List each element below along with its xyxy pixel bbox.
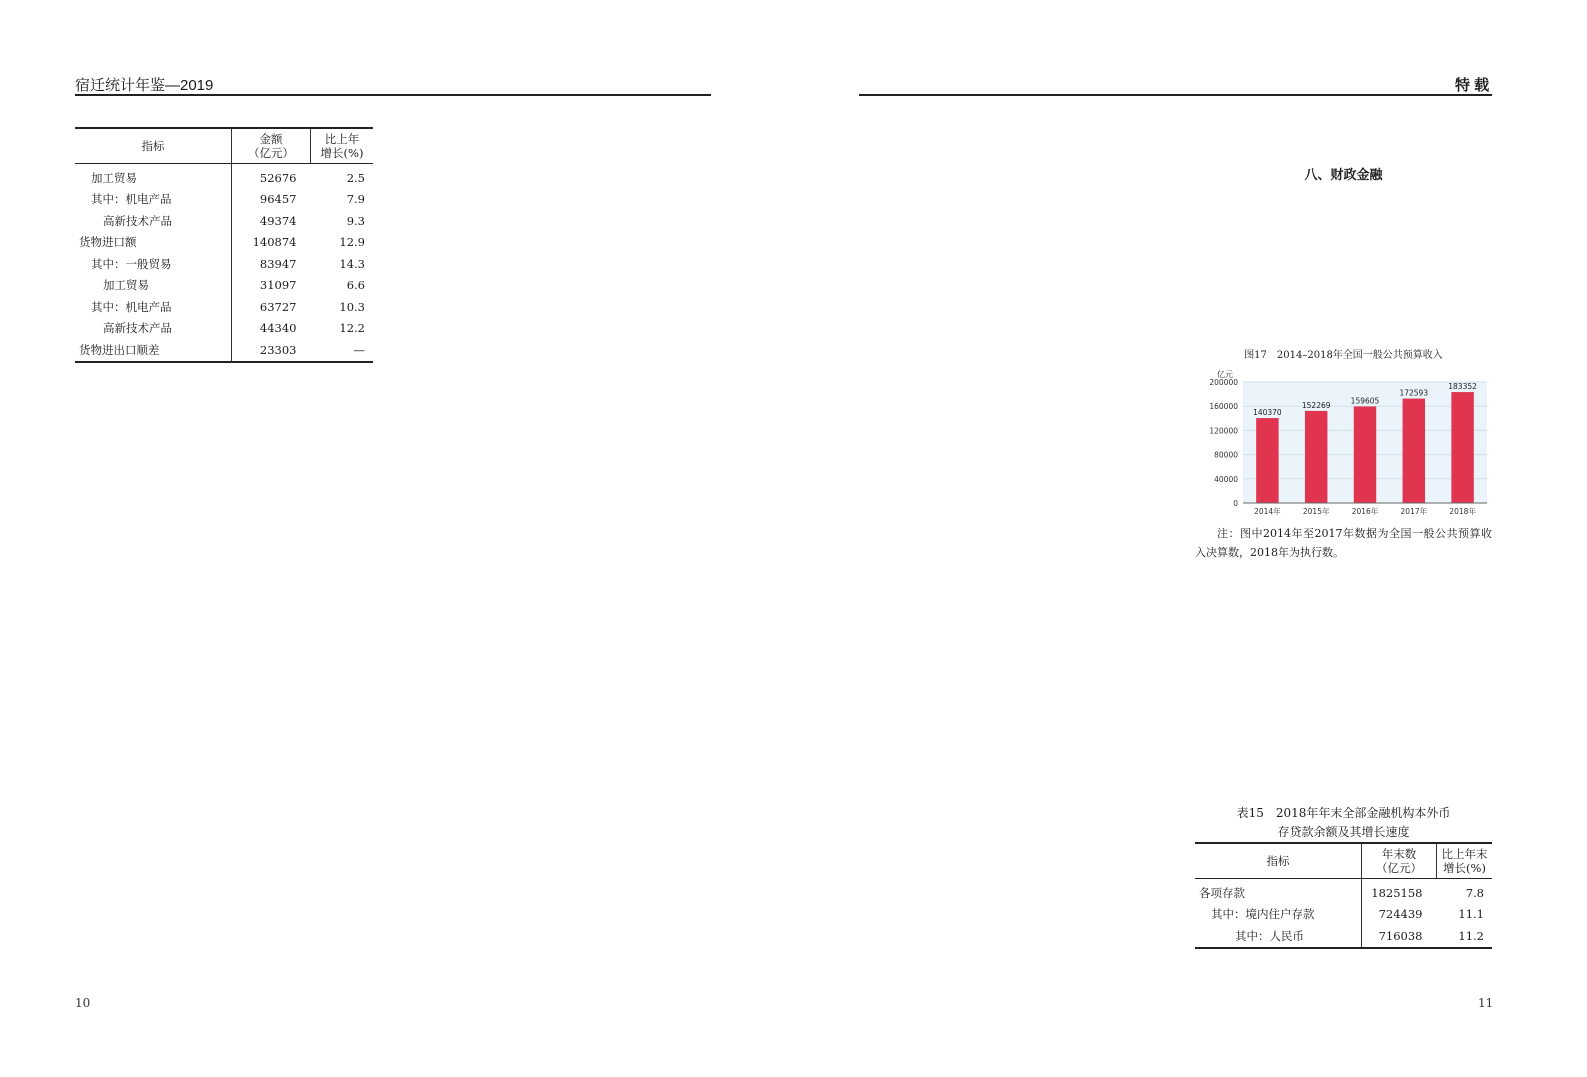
t1-growth-cell: 6.6 [346, 278, 365, 293]
chart-note: 注：图中2014年至2017年数据为全国一般公共预算收入决算数，2018年为执行数。 [1195, 527, 1492, 559]
x-tick-label: 2014年 [1254, 507, 1281, 516]
x-tick-label: 2015年 [1302, 507, 1330, 516]
t1-amount-cell: 96457 [232, 189, 311, 211]
t15-body [1195, 879, 1492, 948]
y-axis-unit-label: 亿元 [1217, 370, 1233, 379]
t1-row [75, 189, 373, 211]
right-header-rule [859, 94, 1492, 96]
t1-row [75, 232, 373, 254]
t15-row [1195, 879, 1492, 904]
t1-row [75, 164, 373, 189]
bar-value-label: 172593 [1399, 388, 1429, 398]
t1-indicator-cell: 其中：机电产品 [91, 299, 172, 314]
section-heading-finance: 八、财政金融 [1304, 168, 1383, 183]
t1-indicator-cell: 加工贸易 [103, 278, 149, 293]
left-header-rule [75, 94, 711, 96]
y-tick-label: 120000 [1209, 426, 1238, 436]
t1-amount-cell: 140874 [232, 232, 311, 254]
trade-continued-table [75, 127, 373, 363]
t1-row [75, 253, 373, 275]
bar-2016年 [1354, 406, 1376, 503]
col-indicator: 指标 [75, 128, 232, 164]
t15-col-growth: 比上年末 增长(%) [1437, 843, 1493, 879]
t15-row [1195, 925, 1492, 948]
t15-col-amount: 年末数 （亿元） [1362, 843, 1437, 879]
t15-indicator-cell: 各项存款 [1199, 885, 1245, 900]
t1-row [75, 318, 373, 340]
t1-amount-cell: 23303 [232, 339, 311, 362]
t1-growth-cell: 9.3 [346, 213, 365, 228]
col-growth: 比上年 增长(%) [311, 128, 374, 164]
t1-indicator-cell: 加工贸易 [91, 170, 137, 185]
t15-indicator-cell: 其中：人民币 [1235, 928, 1304, 943]
t15-amount-cell: 716038 [1362, 925, 1437, 948]
table15-title: 表15 2018年年末全部金融机构本外币 存贷款余额及其增长速度 [1236, 806, 1451, 839]
budget-revenue-bar-chart [1195, 366, 1495, 521]
t1-amount-cell: 49374 [232, 210, 311, 232]
x-tick-label: 2017年 [1400, 507, 1428, 516]
bar-2018年 [1451, 392, 1473, 503]
bar-value-label: 183352 [1448, 382, 1477, 392]
y-tick-label: 80000 [1214, 450, 1238, 460]
t1-amount-cell: 52676 [232, 164, 311, 189]
t15-growth-cell: 7.8 [1465, 885, 1484, 900]
t1-amount-cell: 44340 [232, 318, 311, 340]
t15-indicator-cell: 其中：境内住户存款 [1211, 907, 1315, 922]
t1-indicator-cell: 其中：机电产品 [91, 192, 172, 207]
y-tick-label: 200000 [1209, 378, 1238, 387]
t1-growth-cell: 10.3 [339, 299, 365, 314]
bar-value-label: 159605 [1350, 396, 1380, 406]
t1-row [75, 210, 373, 232]
page-number-right: 11 [1478, 996, 1494, 1010]
t1-amount-cell: 31097 [232, 275, 311, 297]
t1-growth-cell: 12.2 [339, 321, 365, 336]
t1-amount-cell: 63727 [232, 296, 311, 318]
t1-amount-cell: 83947 [232, 253, 311, 275]
y-tick-label: 160000 [1209, 402, 1238, 412]
bar-value-label: 152269 [1301, 400, 1331, 410]
bar-value-label: 140370 [1253, 408, 1282, 418]
t1-growth-cell: 12.9 [339, 235, 365, 250]
x-tick-label: 2016年 [1351, 507, 1379, 516]
t15-col-indicator: 指标 [1195, 843, 1362, 879]
t1-growth-cell: 2.5 [346, 170, 365, 185]
t15-growth-cell: 11.2 [1458, 928, 1484, 943]
t1-indicator-cell: 其中：一般贸易 [91, 256, 172, 271]
chart-title: 图17 2014–2018年全国一般公共预算收入 [1244, 350, 1443, 361]
y-tick-label: 40000 [1214, 474, 1238, 484]
table15-deposits-loans [1195, 842, 1492, 949]
t1-growth-cell: 14.3 [339, 256, 365, 271]
x-tick-label: 2018年 [1449, 507, 1476, 516]
t1-indicator-cell: 高新技术产品 [103, 321, 172, 336]
t1-indicator-cell: 货物进口额 [79, 235, 137, 250]
t1-row [75, 339, 373, 362]
t15-growth-cell: 11.1 [1458, 907, 1484, 922]
t1-body [75, 164, 373, 362]
t15-row [1195, 904, 1492, 926]
col-amount: 金额 （亿元） [232, 128, 311, 164]
t15-amount-cell: 724439 [1362, 904, 1437, 926]
right-page-header: 特 载 [1455, 77, 1490, 94]
t1-row [75, 296, 373, 318]
t1-growth-cell: 7.9 [346, 192, 365, 207]
t15-amount-cell: 1825158 [1362, 879, 1437, 904]
page-number-left: 10 [75, 996, 91, 1010]
y-tick-label: 0 [1233, 499, 1238, 508]
bar-2014年 [1256, 418, 1278, 503]
t1-growth-cell: — [353, 342, 365, 357]
t1-indicator-cell: 货物进出口顺差 [79, 342, 160, 357]
t1-row [75, 275, 373, 297]
left-page-header: 宿迁统计年鉴—2019 [75, 77, 214, 94]
t1-indicator-cell: 高新技术产品 [103, 213, 172, 228]
bar-2017年 [1403, 399, 1425, 503]
bar-2015年 [1305, 411, 1327, 503]
